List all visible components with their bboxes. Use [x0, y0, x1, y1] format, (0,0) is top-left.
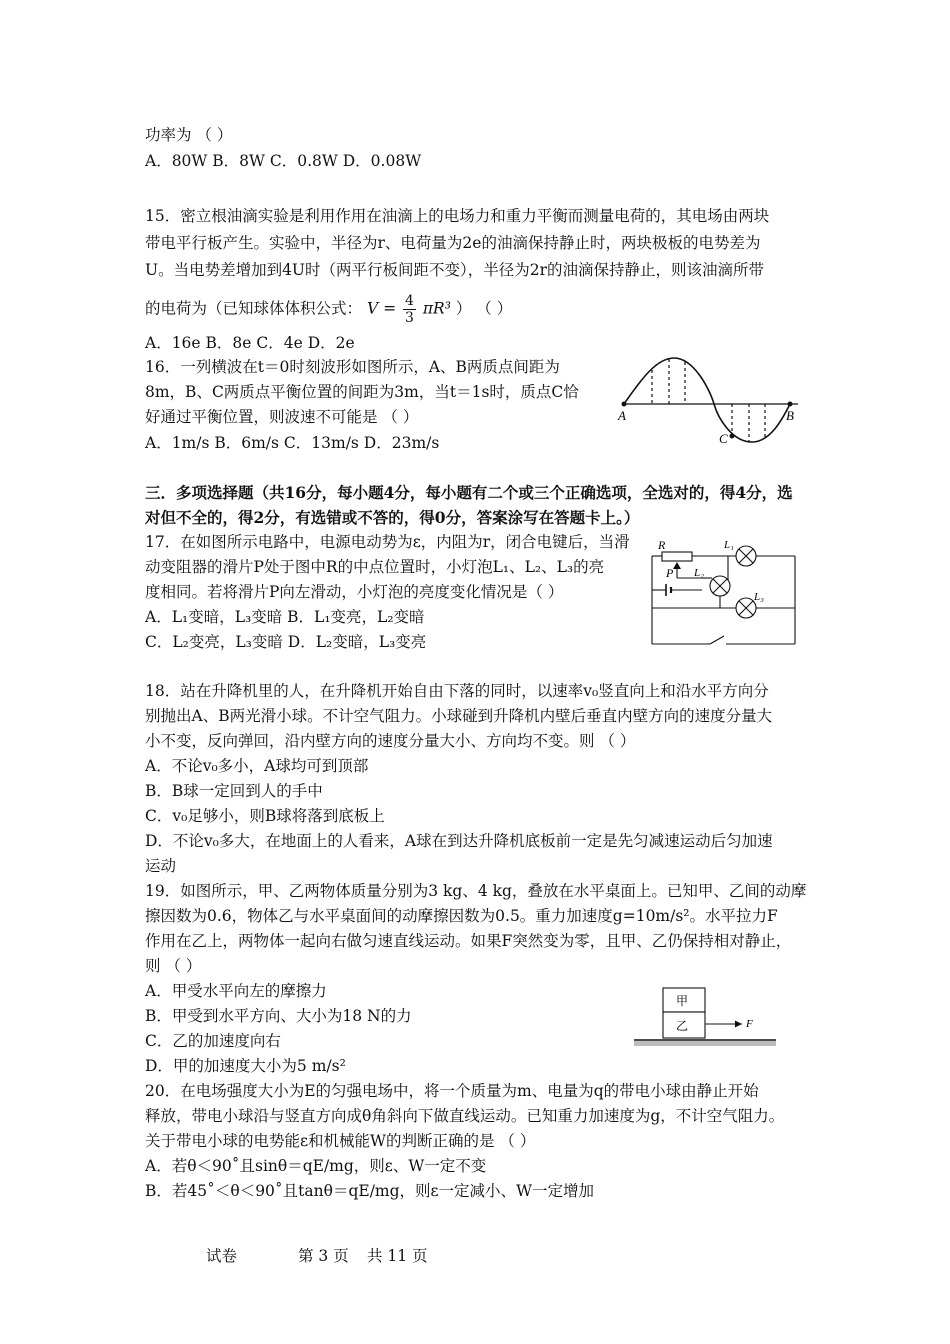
question-15-line-4b: ） （ ）: [455, 299, 513, 318]
question-18-option-d-1: D．不论v₀多大，在地面上的人看来，A球在到达升降机底板前一定是先匀减速运动后匀加速: [145, 832, 773, 850]
wave-dashes: [652, 359, 765, 442]
question-16-line-3: 好通过平衡位置，则波速不可能是 （ ）: [145, 408, 419, 426]
question-19-line-2: 擦因数为0.6，物体乙与水平桌面间的动摩擦因数为0.5。重力加速度g=10m/s²。水平拉力F: [145, 907, 778, 925]
label-c: C: [719, 431, 728, 446]
question-15-line-1: 15．密立根油滴实验是利用作用在油滴上的电场力和重力平衡而测量电荷的，其电场由两块: [145, 207, 770, 225]
question-15-line-4a: 的电荷为（已知球体体积公式：: [145, 299, 363, 318]
circuit-figure: [640, 538, 810, 650]
label-b: B: [786, 408, 794, 423]
question-16-line-2: 8m，B、C两质点平衡位置的间距为3m，当t＝1s时，质点C恰: [145, 383, 579, 401]
formula-rhs: πR³: [422, 299, 451, 318]
switch: [710, 636, 724, 644]
question-18-line-3: 小不变，反向弹回，沿内壁方向的速度分量大小、方向均不变。则 （ ）: [145, 732, 636, 750]
label-p: P: [666, 566, 674, 580]
label-l1: L₁: [724, 539, 734, 551]
question-18-option-b: B．B球一定回到人的手中: [145, 782, 323, 800]
slider-arrow: [673, 562, 681, 569]
question-15-line-3: U。当电势差增加到4U时（两平行板间距不变），半径为2r的油滴保持静止，则该油滴所带: [145, 261, 765, 279]
formula-lhs: V =: [366, 299, 397, 318]
question-19-option-b: B．甲受到水平方向、大小为18 N的力: [145, 1007, 412, 1025]
question-15-line-4: [145, 293, 512, 326]
question-17-line-3: 度相同。若将滑片P向左滑动，小灯泡的亮度变化情况是（ ）: [145, 583, 564, 601]
table-shading: [634, 1041, 776, 1046]
blocks-figure: [630, 984, 780, 1054]
question-20-line-2: 释放，带电小球沿与竖直方向成θ角斜向下做直线运动。已知重力加速度为g，不计空气阻力。: [145, 1107, 785, 1125]
question-18-option-a: A．不论v₀多小，A球均可到顶部: [145, 757, 369, 775]
question-20-line-3: 关于带电小球的电势能ε和机械能W的判断正确的是 （ ）: [145, 1132, 536, 1150]
question-18-line-2: 别抛出A、B两光滑小球。不计空气阻力。小球碰到升降机内壁后垂直内壁方向的速度分量大: [145, 707, 773, 725]
label-jia: 甲: [676, 994, 689, 1008]
question-18-line-1: 18．站在升降机里的人，在升降机开始自由下落的同时，以速率v₀竖直向上和沿水平方向分: [145, 682, 769, 700]
rheostat-resistor: [662, 552, 692, 561]
point-a-dot: [622, 402, 627, 407]
point-c-dot: [730, 434, 735, 439]
wave-figure: [612, 350, 802, 450]
label-yi: 乙: [676, 1019, 689, 1033]
question-17-option-ab: A．L₁变暗，L₃变暗 B．L₁变亮，L₂变暗: [145, 608, 425, 626]
formula-denominator: 3: [405, 310, 414, 326]
question-17-line-2: 动变阻器的滑片P处于图中R的中点位置时，小灯泡L₁、L₂、L₃的亮: [145, 558, 605, 576]
question-18-option-d-2: 运动: [145, 857, 177, 875]
text-line: 功率为 （ ）: [145, 126, 233, 144]
question-19-option-d: D．甲的加速度大小为5 m/s²: [145, 1057, 346, 1075]
label-f: F: [746, 1018, 753, 1030]
options-line: A．80W B．8W C．0.8W D．0.08W: [145, 152, 422, 170]
question-17-line-1: 17．在如图所示电路中，电源电动势为ε，内阻为r，闭合电键后，当滑: [145, 533, 630, 551]
section-3-header-line-2: 对但不全的，得2分，有选错或不答的，得0分，答案涂写在答题卡上。）: [145, 508, 640, 527]
label-l3: L₃: [754, 591, 764, 603]
footer-total-pages: 共 11 页: [367, 1247, 428, 1265]
question-19-line-1: 19．如图所示，甲、乙两物体质量分别为3 kg、4 kg，叠放在水平桌面上。已知甲、乙间的动摩: [145, 882, 807, 900]
question-16-options: A．1m/s B．6m/s C．13m/s D．23m/s: [145, 434, 440, 452]
volume-formula: [367, 293, 451, 326]
question-19-line-3: 作用在乙上，两物体一起向右做匀速直线运动。如果F突然变为零，且甲、乙仍保持相对静止，: [145, 932, 792, 950]
question-18-option-c: C．v₀足够小，则B球将落到底板上: [145, 807, 385, 825]
label-a: A: [618, 408, 626, 423]
force-arrowhead: [735, 1021, 742, 1028]
question-19-option-a: A．甲受水平向左的摩擦力: [145, 982, 327, 1000]
point-b-dot: [788, 402, 793, 407]
label-r: R: [658, 538, 666, 552]
question-20-option-a: A．若θ＜90˚且sinθ＝qE/mg，则ε、W一定不变: [145, 1157, 487, 1175]
question-15-line-2: 带电平行板产生。实验中，半径为r、电荷量为2e的油滴保持静止时，两块极板的电势差为: [145, 234, 761, 252]
question-17-option-cd: C．L₂变亮，L₃变暗 D．L₂变暗，L₃变亮: [145, 633, 427, 651]
formula-numerator: 4: [405, 293, 414, 309]
section-3-header-line-1: 三．多项选择题（共16分，每小题4分，每小题有二个或三个正确选项，全选对的，得4分，选: [145, 483, 793, 502]
question-19-option-c: C．乙的加速度向右: [145, 1032, 281, 1050]
label-l2: L₂: [694, 567, 704, 579]
question-20-line-1: 20．在电场强度大小为E的匀强电场中，将一个质量为m、电量为q的带电小球由静止开始: [145, 1082, 759, 1100]
question-15-options: A．16e B．8e C．4e D．2e: [145, 334, 355, 352]
question-16-line-1: 16．一列横波在t＝0时刻波形如图所示，A、B两质点间距为: [145, 358, 560, 376]
question-20-option-b: B．若45˚＜θ＜90˚且tanθ＝qE/mg，则ε一定减小、W一定增加: [145, 1182, 594, 1200]
question-19-line-4: 则 （ ）: [145, 957, 202, 975]
footer-paper-label: 试卷: [206, 1247, 238, 1265]
footer-page-number: 第 3 页: [298, 1247, 349, 1265]
